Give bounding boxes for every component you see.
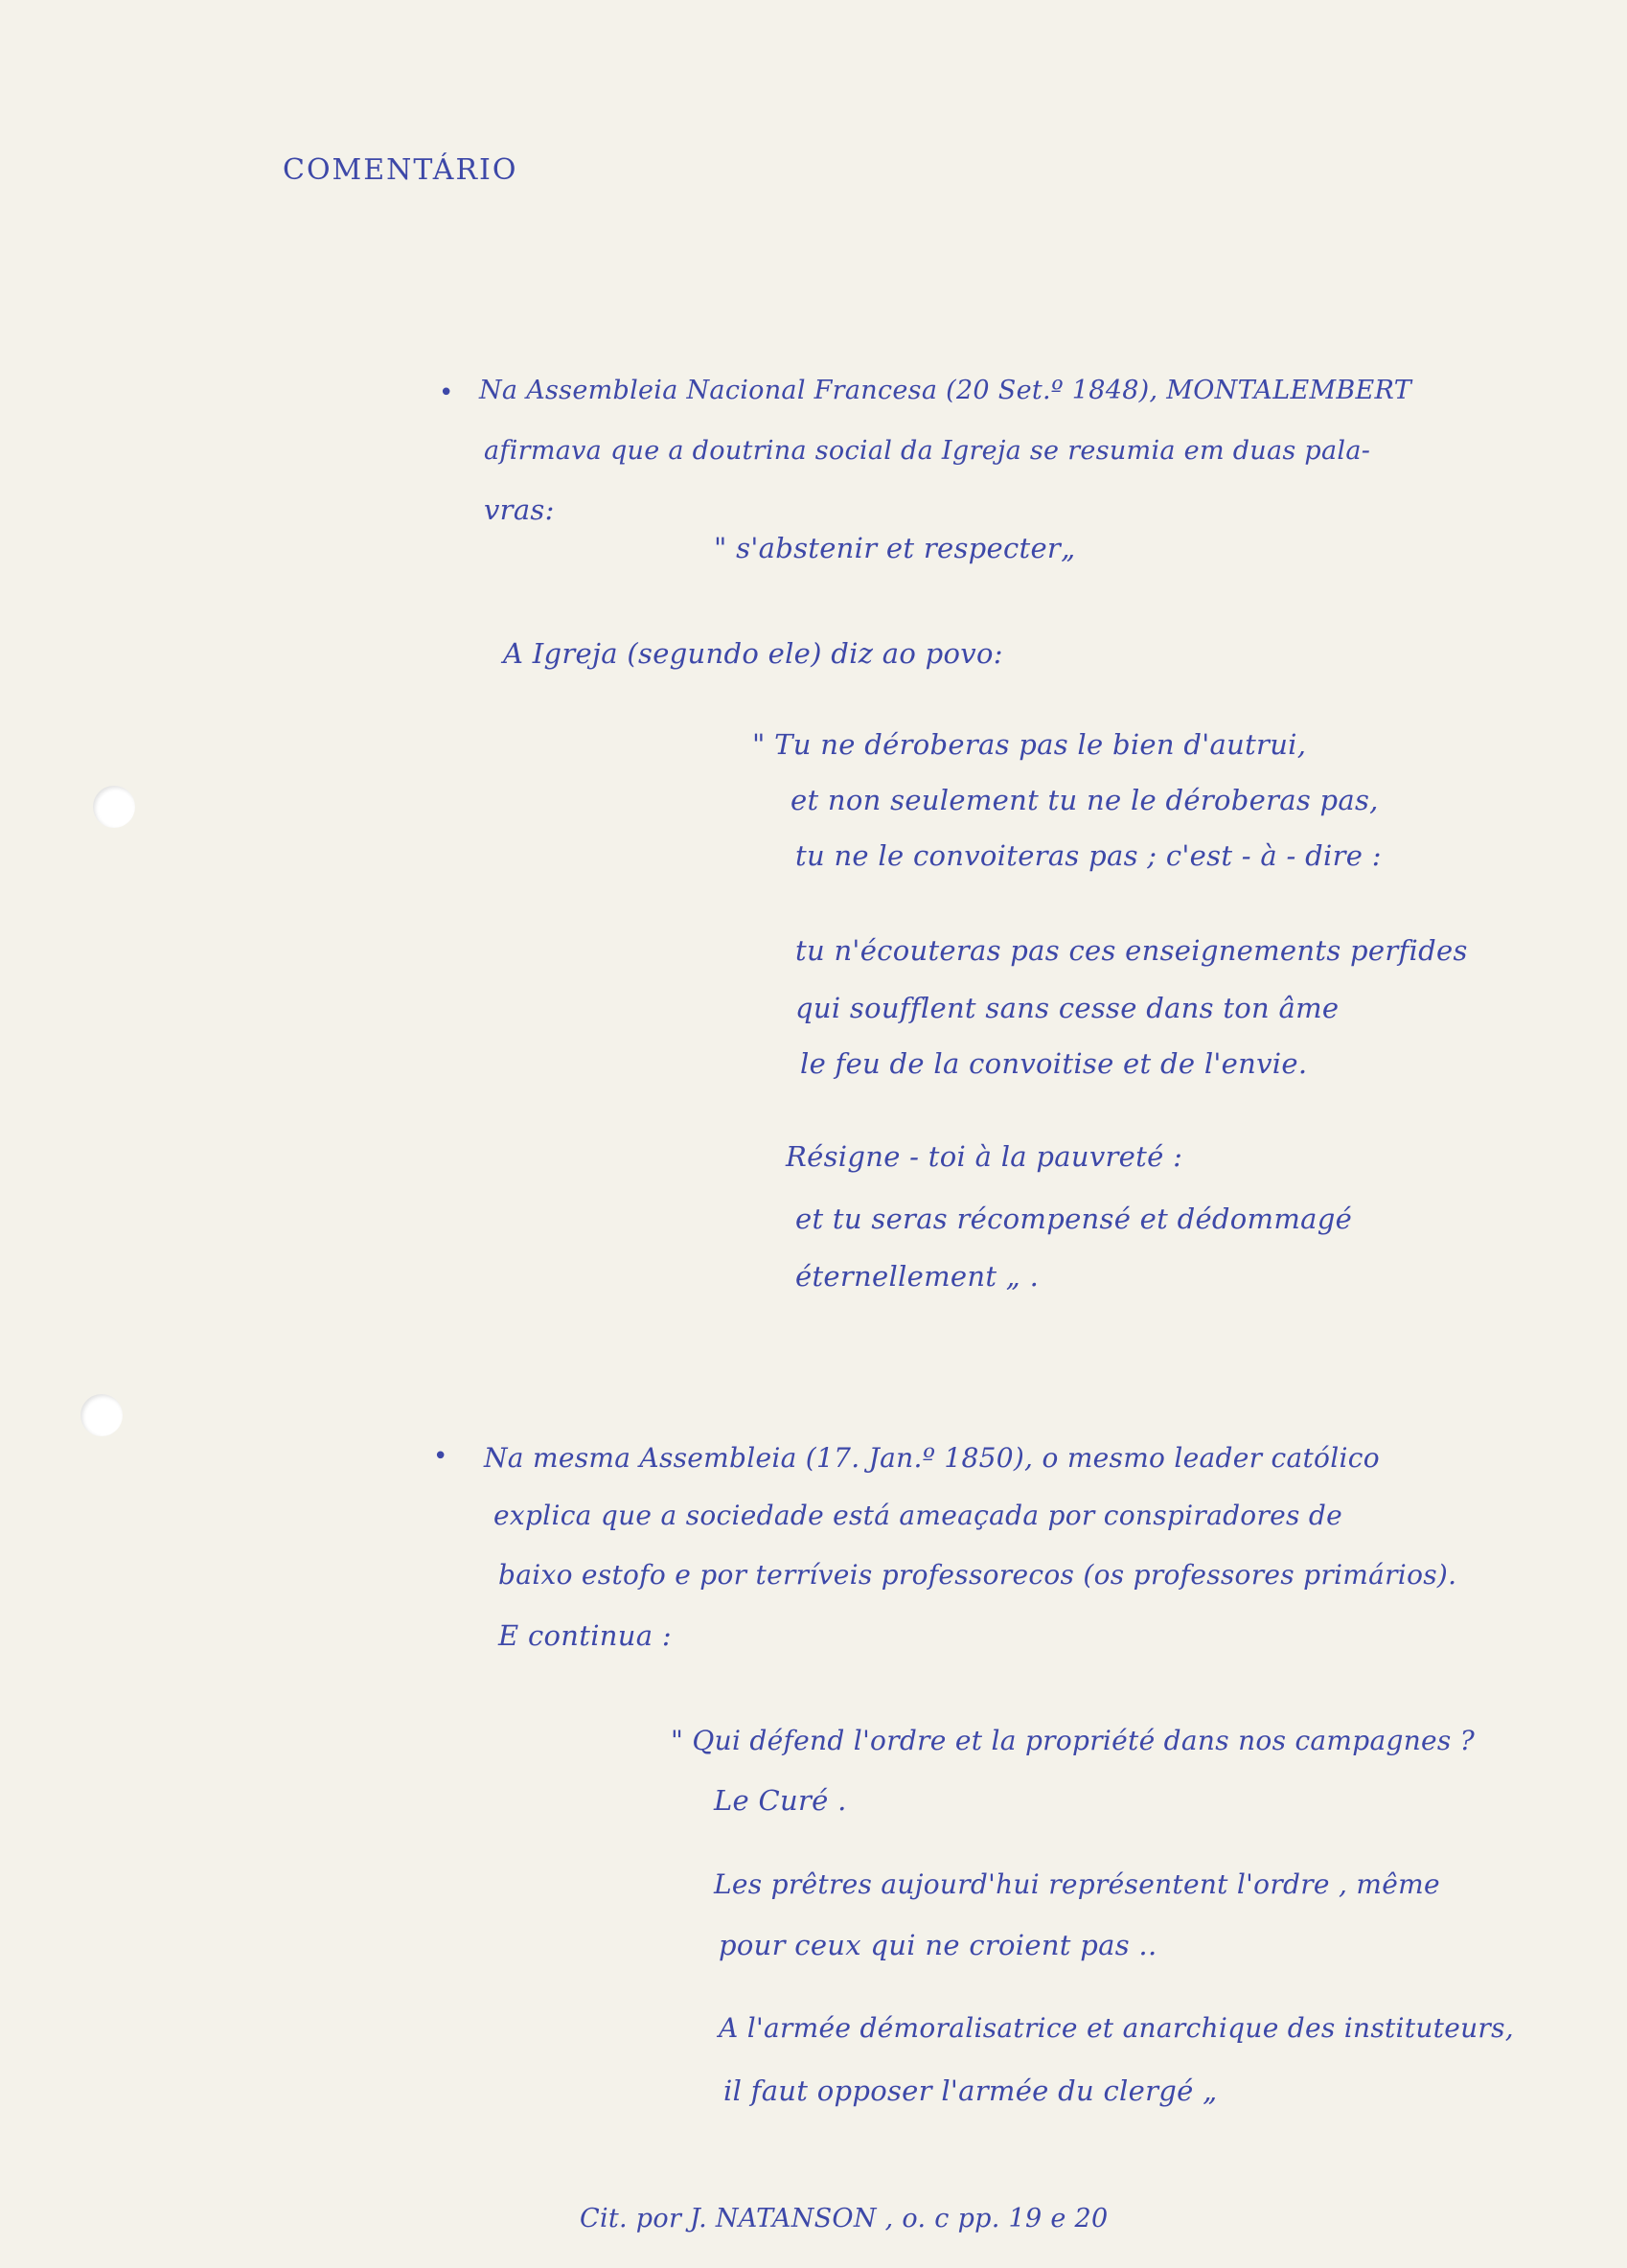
quote-line: Le Curé .: [714, 1784, 847, 1817]
punch-hole-upper: [93, 786, 135, 828]
quote-line: pour ceux qui ne croient pas ..: [719, 1929, 1157, 1961]
citation: Cit. por J. NATANSON , o. c pp. 19 e 20: [580, 2204, 1109, 2234]
paragraph-line: afirmava que a doutrina social da Igreja se resumia em duas pala-: [484, 436, 1371, 466]
page-title: COMENTÁRIO: [283, 153, 518, 187]
quote-line: et tu seras récompensé et dédommagé: [795, 1203, 1353, 1235]
quote-line: " Qui défend l'ordre et la propriété dans nos campagnes ?: [671, 1725, 1476, 1756]
quote-line: il faut opposer l'armée du clergé „: [723, 2074, 1218, 2107]
punch-hole-lower: [80, 1394, 123, 1436]
quote-line: éternellement „ .: [795, 1260, 1040, 1293]
quote-line: qui soufflent sans cesse dans ton âme: [795, 992, 1340, 1024]
paragraph-line: explica que a sociedade está ameaçada por conspiradores de: [493, 1500, 1342, 1531]
quote-line: Les prêtres aujourd'hui représentent l'ordre , même: [714, 1868, 1440, 1900]
quote-line: tu ne le convoiteras pas ; c'est - à - dire :: [795, 839, 1382, 872]
paragraph-line: A Igreja (segundo ele) diz ao povo:: [503, 637, 1003, 670]
quote-line: Résigne - toi à la pauvreté :: [786, 1140, 1183, 1173]
paragraph-line: E continua :: [498, 1619, 672, 1652]
quote-line: " Tu ne déroberas pas le bien d'autrui,: [752, 728, 1307, 761]
quote-line: A l'armée démoralisatrice et anarchique des instituteurs,: [719, 2012, 1514, 2044]
paragraph-line: Na Assembleia Nacional Francesa (20 Set.º 1848), MONTALEMBERT: [479, 376, 1412, 405]
bullet-section-2: •: [433, 1442, 448, 1471]
quote-line: tu n'écouteras pas ces enseignements perfides: [795, 934, 1468, 967]
bullet-section-1: •: [439, 378, 454, 407]
motto-quote: " s'abstenir et respecter„: [714, 532, 1076, 564]
paragraph-line: baixo estofo e por terríveis professorecos (os professores primários).: [498, 1559, 1457, 1591]
paragraph-line: vras:: [484, 493, 555, 526]
quote-line: le feu de la convoitise et de l'envie.: [800, 1047, 1308, 1080]
paragraph-line: Na mesma Assembleia (17. Jan.º 1850), o mesmo leader católico: [484, 1442, 1380, 1474]
quote-line: et non seulement tu ne le déroberas pas,: [791, 784, 1379, 816]
